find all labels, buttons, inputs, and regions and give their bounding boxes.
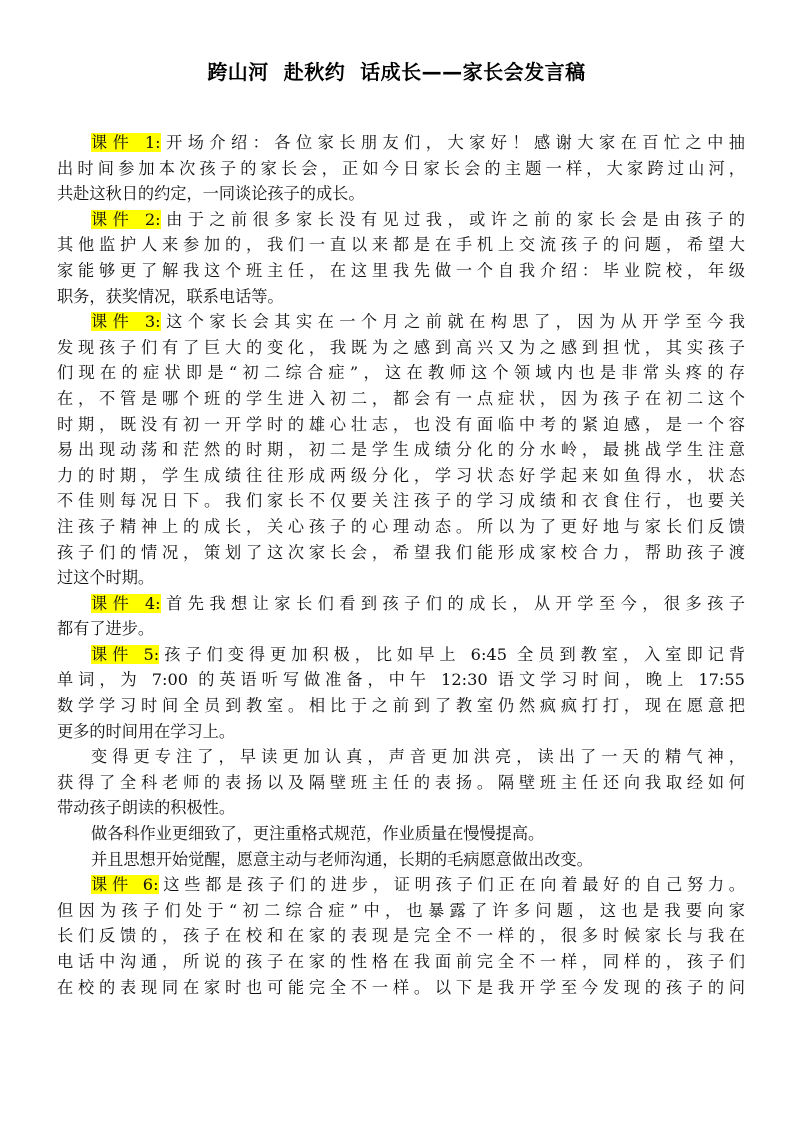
line-text: 共赴这秋日的约定，一同谈论孩子的成长。	[57, 184, 365, 204]
slide-label-highlight: 课件 3:	[91, 312, 161, 332]
paragraph	[57, 642, 745, 744]
line-text: 孩子们的情况，策划了这次家长会，希望我们能形成家校合力，帮助孩子渡	[57, 542, 745, 562]
text-line	[57, 463, 745, 489]
paragraph	[57, 744, 745, 821]
line-text: 过这个时期。	[57, 568, 155, 588]
text-line	[57, 540, 745, 566]
line-text: 家能够更了解我这个班主任，在这里我先做一个自我介绍：毕业院校，年级	[57, 260, 745, 280]
text-line	[57, 693, 745, 719]
paragraph	[57, 847, 745, 873]
text-line	[57, 181, 745, 207]
line-text: 带动孩子朗读的积极性。	[57, 798, 236, 818]
line-text: 都有了进步。	[57, 619, 155, 639]
line-text: 其他监护人来参加的，我们一直以来都是在手机上交流孩子的问题，希望大	[57, 235, 745, 255]
text-line	[57, 207, 745, 233]
paragraph	[57, 309, 745, 591]
text-line	[57, 309, 745, 335]
text-line	[57, 437, 745, 463]
text-line	[57, 795, 745, 821]
slide-label-highlight: 课件 6:	[91, 875, 159, 895]
line-text: 由于之前很多家长没有见过我，或许之前的家长会是由孩子的	[160, 209, 745, 229]
slide-label-highlight: 课件 4:	[91, 593, 161, 613]
text-line	[57, 360, 745, 386]
line-text: 这个家长会其实在一个月之前就在构思了，因为从开学至今我	[160, 312, 745, 332]
line-text: 变得更专注了，早读更加认真，声音更加洪亮，读出了一天的精气神，	[91, 747, 745, 767]
text-line	[57, 565, 745, 591]
text-line	[57, 130, 745, 156]
line-text: 出时间参加本次孩子的家长会，正如今日家长会的主题一样，大家跨过山河，	[57, 158, 745, 178]
slide-label-highlight: 课件 5:	[91, 644, 160, 664]
paragraph	[57, 207, 745, 309]
text-line	[57, 719, 745, 745]
text-line	[57, 616, 745, 642]
text-line	[57, 335, 745, 361]
line-text: 数学学习时间全员到教室。相比于之前到了教室仍然疯疯打打，现在愿意把	[57, 696, 745, 716]
text-line	[57, 386, 745, 412]
line-text: 但因为孩子们处于“初二综合症”中，也暴露了许多问题，这也是我要向家	[57, 900, 745, 920]
text-line	[57, 284, 745, 310]
text-line	[57, 156, 745, 182]
text-line	[57, 232, 745, 258]
text-line	[57, 975, 745, 1001]
text-line	[57, 591, 745, 617]
slide-label-highlight: 课件 2:	[91, 209, 161, 229]
line-text: 更多的时间用在学习上。	[57, 721, 236, 741]
line-text: 发现孩子们有了巨大的变化，我既为之感到高兴又为之感到担忧，其实孩子	[57, 337, 745, 357]
text-line	[57, 949, 745, 975]
line-text: 力的时期，学生成绩往往形成两级分化，学习状态好学起来如鱼得水，状态	[57, 465, 745, 485]
line-text: 孩子们变得更加积极，比如早上 6:45 全员到教室，入室即记背	[159, 644, 745, 664]
text-line	[57, 898, 745, 924]
line-text: 首先我想让家长们看到孩子们的成长，从开学至今，很多孩子	[160, 593, 745, 613]
text-line	[57, 872, 745, 898]
line-text: 长们反馈的，孩子在校和在家的表现是完全不一样的，很多时候家长与我在	[57, 926, 745, 946]
line-text: 时期，既没有初一开学时的雄心壮志，也没有面临中考的紧迫感，是一个容	[57, 414, 745, 434]
line-text: 注孩子精神上的成长，关心孩子的心理动态。所以为了更好地与家长们反馈	[57, 516, 745, 536]
text-line	[57, 744, 745, 770]
text-line	[57, 514, 745, 540]
line-text: 这些都是孩子们的进步，证明孩子们正在向着最好的自己努力。	[158, 875, 745, 895]
line-text: 做各科作业更细致了，更注重格式规范，作业质量在慢慢提高。	[91, 824, 545, 844]
slide-label-highlight: 课件 1:	[91, 133, 161, 152]
line-text: 开场介绍：各位家长朋友们，大家好！感谢大家在百忙之中抽	[160, 133, 745, 152]
text-line	[57, 821, 745, 847]
line-text: 获得了全科老师的表扬以及隔壁班主任的表扬。隔壁班主任还向我取经如何	[57, 772, 745, 792]
line-text: 不佳则每况日下。我们家长不仅要关注孩子的学习成绩和衣食住行，也要关	[57, 491, 745, 511]
text-line	[57, 847, 745, 873]
document-title: 跨山河 赴秋约 话成长——家长会发言稿	[207, 60, 586, 84]
line-text: 在校的表现同在家时也可能完全不一样。以下是我开学至今发现的孩子的问	[57, 977, 745, 997]
text-line	[57, 642, 745, 668]
paragraph	[57, 872, 745, 1000]
line-text: 在，不管是哪个班的学生进入初二，都会有一点症状，因为孩子在初二这个	[57, 388, 745, 408]
text-line	[57, 258, 745, 284]
line-text: 单词，为 7:00 的英语听写做准备，中午 12:30 语文学习时间，晚上 17:55	[57, 670, 745, 690]
paragraph	[57, 821, 745, 847]
line-text: 电话中沟通，所说的孩子在家的性格在我面前完全不一样，同样的，孩子们	[57, 952, 745, 971]
document-body	[57, 130, 745, 1000]
paragraph	[57, 591, 745, 642]
line-text: 易出现动荡和茫然的时期，初二是学生成绩分化的分水岭，最挑战学生注意	[57, 440, 745, 460]
line-text: 职务，获奖情况，联系电话等。	[57, 286, 284, 306]
line-text: 们现在的症状即是“初二综合症”，这在教师这个领域内也是非常头疼的存	[57, 363, 745, 383]
text-line	[57, 770, 745, 796]
paragraph	[57, 130, 745, 207]
text-line	[57, 412, 745, 438]
text-line	[57, 923, 745, 949]
text-line	[57, 667, 745, 693]
line-text: 并且思想开始觉醒，愿意主动与老师沟通，长期的毛病愿意做出改变。	[91, 849, 593, 869]
text-line	[57, 488, 745, 514]
